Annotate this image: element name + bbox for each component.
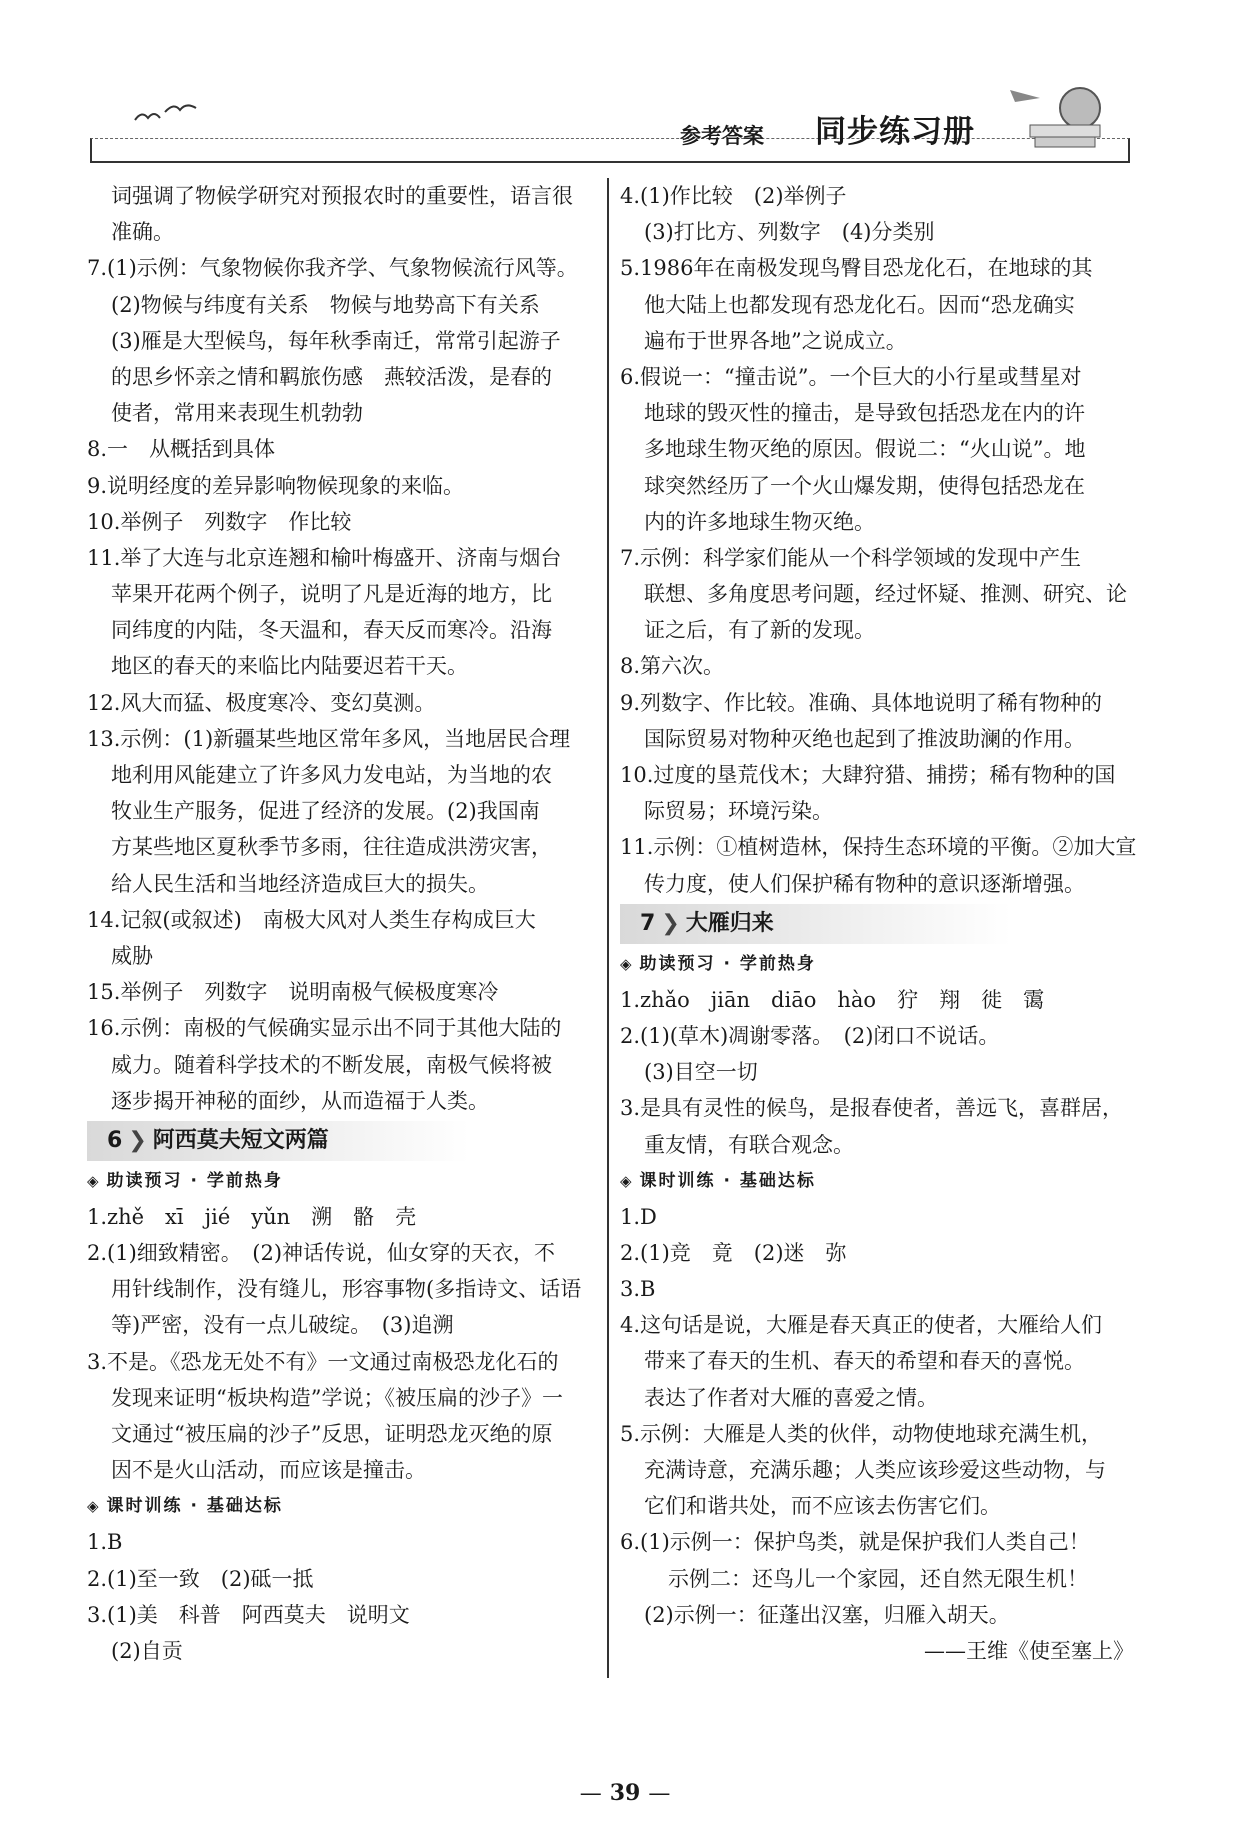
subsection-title: 课时训练 · 基础达标 (106, 1496, 283, 1517)
section-title: 大雁归来 (685, 910, 774, 936)
answer-line: 示例二：还鸟儿一个家园，还自然无限生机！ (668, 1566, 1088, 1591)
page-number: — 39 — (579, 1780, 671, 1806)
answer-line: (2)示例一：征蓬出汉塞，归雁入胡天。 (644, 1602, 1010, 1627)
answer-line: 2.(1)至一致 (2)砥一抵 (87, 1566, 314, 1591)
answer-line: 3.B (620, 1277, 656, 1302)
subsection-heading (87, 1488, 597, 1524)
answer-line: 3.(1)美 科普 阿西莫夫 说明文 (87, 1602, 410, 1627)
answer-line: 4.这句话是说，大雁是春天真正的使者，大雁给人们 (620, 1313, 1103, 1338)
answer-line: 表达了作者对大雁的喜爱之情。 (644, 1385, 938, 1410)
answer-line: 15.举例子 列数字 说明南极气候极度寒冷 (87, 980, 499, 1005)
answer-line: 遍布于世界各地”之说成立。 (644, 328, 907, 353)
answer-line: 证之后，有了新的发现。 (644, 618, 875, 643)
answer-line: 9.列数字、作比较。准确、具体地说明了稀有物种的 (620, 690, 1103, 715)
answer-line: 多地球生物灭绝的原因。假说二：“火山说”。地 (644, 437, 1086, 462)
column-divider (607, 178, 609, 1678)
answer-line: 使者，常用来表现生机勃勃 (111, 401, 363, 426)
subsection-heading (620, 1163, 1142, 1199)
answer-line: 充满诗意，充满乐趣；人类应该珍爱这些动物，与 (644, 1458, 1106, 1482)
answer-line: 9.说明经度的差异影响物候现象的来临。 (87, 473, 465, 498)
chevron-right-icon: ❯ (661, 910, 680, 936)
answer-line: 1.B (87, 1530, 123, 1555)
answer-line: (3)目空一切 (644, 1060, 758, 1085)
section-number: 6 (107, 1127, 123, 1153)
answer-line: 逐步揭开神秘的面纱，从而造福于人类。 (111, 1088, 489, 1113)
answer-line: 因不是火山活动，而应该是撞击。 (111, 1458, 426, 1483)
book-title: 同步练习册 (815, 114, 975, 150)
right-column (620, 178, 1142, 1669)
bullet-icon: ◈ (620, 1171, 634, 1190)
answer-line: 的思乡怀亲之情和羁旅伤感 燕较活泼，是春的 (111, 364, 552, 389)
answer-line: 12.风大而猛、极度寒冷、变幻莫测。 (87, 690, 436, 715)
answer-line: 1.zhǎo jiān diāo hào 狞 翔 徙 霭 (620, 987, 1045, 1012)
answer-line: 他大陆上也都发现有恐龙化石。因而“恐龙确实 (644, 292, 1075, 317)
left-column (87, 178, 597, 1669)
answer-line: 威胁 (111, 943, 153, 968)
flying-birds-icon (130, 100, 200, 130)
answer-line: 8.一 从概括到具体 (87, 437, 276, 462)
answer-line: 传力度，使人们保护稀有物种的意识逐渐增强。 (644, 871, 1085, 896)
answer-line: 2.(1)细致精密。 (2)神话传说，仙女穿的天衣，不 (87, 1241, 556, 1266)
answer-line: 8.第六次。 (620, 654, 725, 679)
answer-line: 7.(1)示例：气象物候你我齐学、气象物候流行风等。 (87, 256, 578, 281)
answer-line: 词强调了物候学研究对预报农时的重要性，语言很 (111, 184, 573, 208)
answer-line: 等)严密，没有一点儿破绽。 (3)追溯 (111, 1313, 454, 1338)
answer-line: (3)打比方、列数字 (4)分类别 (644, 220, 935, 245)
bullet-icon: ◈ (87, 1171, 101, 1190)
section-heading (87, 1121, 597, 1161)
answer-line: 16.示例：南极的气候确实显示出不同于其他大陆的 (87, 1016, 562, 1041)
bullet-icon: ◈ (620, 954, 634, 973)
answer-line: 5.1986年在南极发现鸟臀目恐龙化石，在地球的其 (620, 256, 1093, 281)
answer-line: 球突然经历了一个火山爆发期，使得包括恐龙在 (644, 473, 1085, 498)
reference-answer-label: 参考答案 (680, 124, 764, 148)
answer-line: 方某些地区夏秋季节多雨，往往造成洪涝灾害， (111, 835, 552, 860)
answer-line: 重友情，有联合观念。 (644, 1132, 854, 1157)
answer-line: 地区的春天的来临比内陆要迟若干天。 (111, 654, 468, 679)
answer-line: 准确。 (111, 220, 174, 245)
answer-line: ——王维《使至塞上》 (924, 1638, 1134, 1663)
answer-line: 它们和谐共处，而不应该去伤害它们。 (644, 1494, 1001, 1519)
section-heading (620, 904, 1142, 944)
answer-line: 际贸易；环境污染。 (644, 799, 833, 824)
answer-line: 2.(1)竞 竟 (2)迷 弥 (620, 1240, 847, 1265)
answer-line: 国际贸易对物种灭绝也起到了推波助澜的作用。 (644, 726, 1085, 751)
answer-line: 6.假说一：“撞击说”。一个巨大的小行星或彗星对 (620, 364, 1082, 389)
answer-line: 1.zhě xī jié yǔn 溯 骼 壳 (87, 1204, 417, 1229)
answer-line: 牧业生产服务，促进了经济的发展。(2)我国南 (111, 799, 540, 824)
subsection-title: 课时训练 · 基础达标 (639, 1170, 816, 1191)
answer-line: (2)自贡 (111, 1638, 183, 1663)
page-header (80, 80, 1130, 170)
answer-line: 联想、多角度思考问题，经过怀疑、推测、研究、论 (644, 582, 1127, 607)
subsection-title: 助读预习 · 学前热身 (639, 953, 816, 974)
chevron-right-icon: ❯ (128, 1127, 147, 1153)
answer-line: 文通过“被压扁的沙子”反思，证明恐龙灭绝的原 (111, 1422, 553, 1446)
answer-line: 10.过度的垦荒伐木；大肆狩猎、捕捞；稀有物种的国 (620, 763, 1116, 787)
answer-line: 3.是具有灵性的候鸟，是报春使者，善远飞，喜群居， (620, 1096, 1124, 1121)
answer-line: 给人民生活和当地经济造成巨大的损失。 (111, 871, 489, 896)
answer-line: 发现来证明“板块构造”学说；《被压扁的沙子》一 (111, 1385, 563, 1410)
answer-line: 地利用风能建立了许多风力发电站，为当地的农 (111, 763, 552, 787)
answer-line: 地球的毁灭性的撞击，是导致包括恐龙在内的许 (644, 401, 1085, 426)
subsection-title: 助读预习 · 学前热身 (106, 1170, 283, 1191)
bullet-icon: ◈ (87, 1497, 101, 1516)
subsection-heading (620, 946, 1142, 982)
answer-line: 5.示例：大雁是人类的伙伴，动物使地球充满生机， (620, 1421, 1103, 1446)
answer-line: 11.举了大连与北京连翘和榆叶梅盛开、济南与烟台 (87, 545, 562, 570)
answer-line: 用针线制作，没有缝儿，形容事物(多指诗文、话语 (111, 1277, 582, 1302)
answer-line: 2.(1)(草木)凋谢零落。 (2)闭口不说话。 (620, 1023, 1000, 1048)
answer-line: (2)物候与纬度有关系 物候与地势高下有关系 (111, 292, 540, 317)
answer-line: 6.(1)示例一：保护鸟类，就是保护我们人类自己！ (620, 1530, 1090, 1555)
answer-line: 4.(1)作比较 (2)举例子 (620, 184, 847, 208)
answer-line: 内的许多地球生物灭绝。 (644, 509, 875, 534)
answer-line: 11.示例：①植树造林，保持生态环境的平衡。②加大宣 (620, 835, 1137, 860)
answer-line: (3)雁是大型候鸟，每年秋季南迁，常常引起游子 (111, 328, 561, 353)
answer-line: 10.举例子 列数字 作比较 (87, 509, 352, 534)
section-number: 7 (640, 910, 656, 936)
answer-line: 3.不是。《恐龙无处不有》一文通过南极恐龙化石的 (87, 1349, 559, 1374)
answer-line: 同纬度的内陆，冬天温和，春天反而寒冷。沿海 (111, 618, 552, 643)
answer-line: 13.示例：(1)新疆某些地区常年多风，当地居民合理 (87, 726, 571, 751)
answer-line: 7.示例：科学家们能从一个科学领域的发现中产生 (620, 545, 1082, 570)
subsection-heading (87, 1163, 597, 1199)
answer-line: 威力。随着科学技术的不断发展，南极气候将被 (111, 1052, 552, 1077)
answer-line: 1.D (620, 1204, 657, 1229)
answer-line: 14.记叙(或叙述) 南极大风对人类生存构成巨大 (87, 907, 536, 932)
answer-line: 苹果开花两个例子，说明了凡是近海的地方，比 (111, 582, 552, 607)
globe-books-icon (1000, 80, 1120, 160)
answer-line: 带来了春天的生机、春天的希望和春天的喜悦。 (644, 1349, 1085, 1374)
section-title: 阿西莫夫短文两篇 (152, 1127, 329, 1153)
